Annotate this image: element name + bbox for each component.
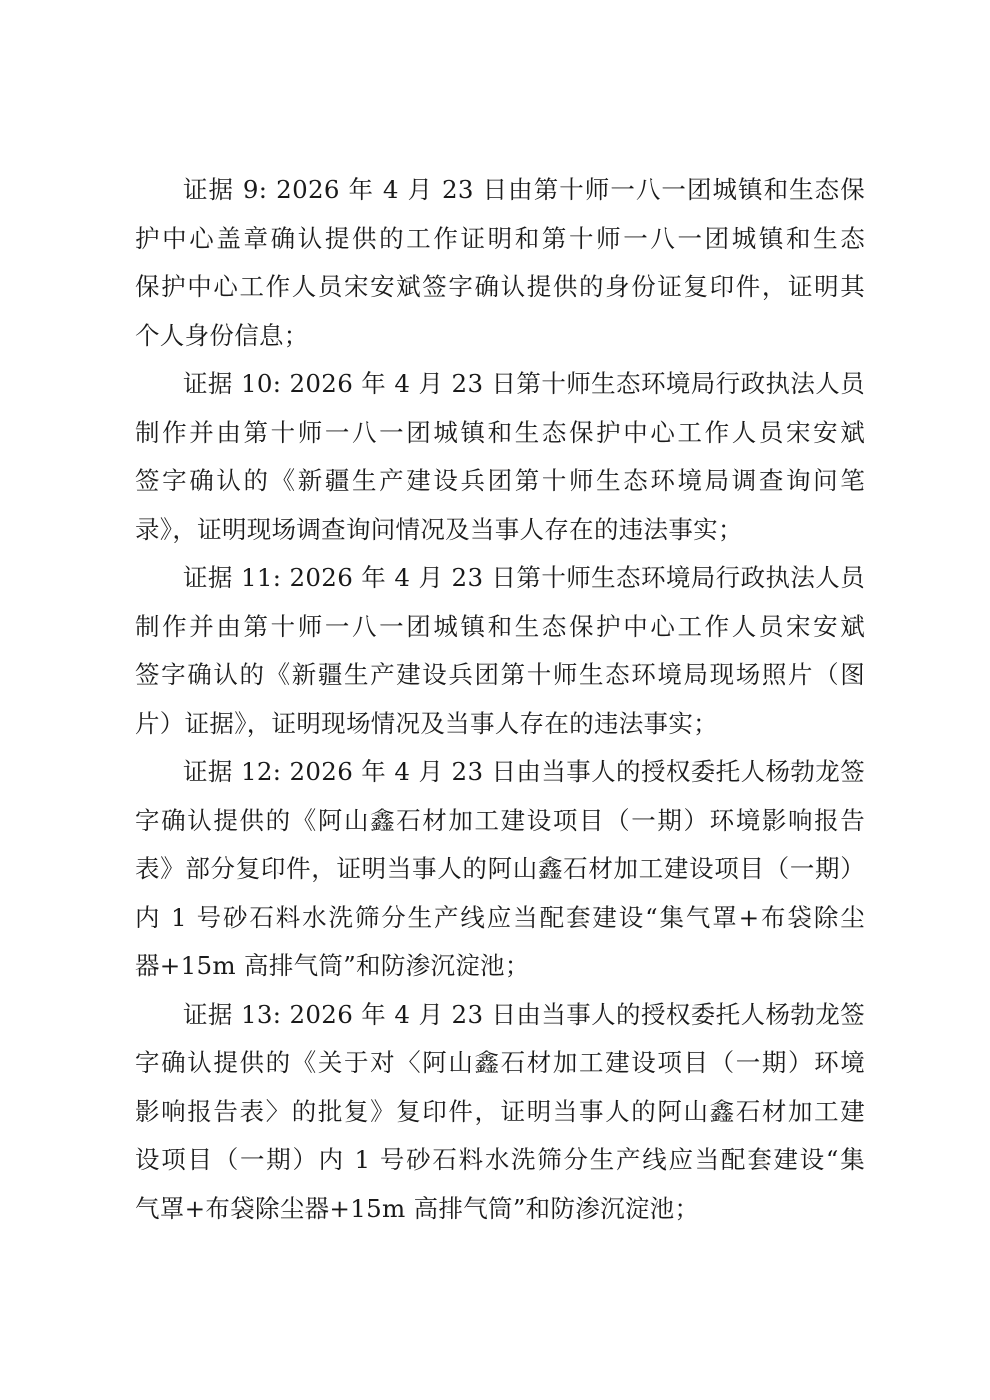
paragraph-line: 证据 13: 2026 年 4 月 23 日由当事人的授权委托人杨勃龙签 <box>183 999 865 1029</box>
paragraph-line: 制作并由第十师一八一团城镇和生态保护中心工作人员宋安斌 <box>135 611 865 641</box>
paragraph-line: 证据 11: 2026 年 4 月 23 日第十师生态环境局行政执法人员 <box>183 563 865 592</box>
paragraph-line: 制作并由第十师一八一团城镇和生态保护中心工作人员宋安斌 <box>135 417 865 447</box>
evidence-9-paragraph <box>135 166 865 360</box>
paragraph-line: 气罩+布袋除尘器+15m 高排气筒”和防渗沉淀池； <box>135 1193 700 1223</box>
paragraph-line: 内 1 号砂石料水洗筛分生产线应当配套建设“集气罩+布袋除尘 <box>135 902 865 932</box>
paragraph-line: 影响报告表〉的批复》复印件，证明当事人的阿山鑫石材加工建 <box>135 1096 865 1126</box>
paragraph-line: 器+15m 高排气筒”和防渗沉淀池； <box>135 951 530 980</box>
evidence-12-paragraph <box>135 748 865 991</box>
paragraph-line: 字确认提供的《阿山鑫石材加工建设项目（一期）环境影响报告 <box>135 805 865 835</box>
evidence-11-paragraph <box>135 554 865 748</box>
paragraph-line: 片）证据》，证明现场情况及当事人存在的违法事实； <box>135 708 718 738</box>
paragraph-line: 签字确认的《新疆生产建设兵团第十师生态环境局调查询问笔 <box>135 466 865 495</box>
evidence-list <box>135 166 865 1233</box>
paragraph-line: 证据 12: 2026 年 4 月 23 日由当事人的授权委托人杨勃龙签 <box>183 757 865 786</box>
paragraph-line: 签字确认的《新疆生产建设兵团第十师生态环境局现场照片（图 <box>135 660 865 689</box>
paragraph-line: 表》部分复印件，证明当事人的阿山鑫石材加工建设项目（一期） <box>135 854 865 883</box>
paragraph-line: 设项目（一期）内 1 号砂石料水洗筛分生产线应当配套建设“集 <box>135 1145 865 1174</box>
paragraph-line: 护中心盖章确认提供的工作证明和第十师一八一团城镇和生态 <box>135 223 865 253</box>
paragraph-line: 字确认提供的《关于对〈阿山鑫石材加工建设项目（一期）环境 <box>135 1048 865 1077</box>
paragraph-line: 证据 9: 2026 年 4 月 23 日由第十师一八一团城镇和生态保 <box>183 175 865 204</box>
evidence-13-paragraph <box>135 991 865 1234</box>
paragraph-line: 证据 10: 2026 年 4 月 23 日第十师生态环境局行政执法人员 <box>183 369 865 398</box>
evidence-10-paragraph <box>135 360 865 554</box>
paragraph-line: 录》，证明现场调查询问情况及当事人存在的违法事实； <box>135 514 743 544</box>
paragraph-line: 个人身份信息； <box>135 320 309 350</box>
paragraph-line: 保护中心工作人员宋安斌签字确认提供的身份证复印件，证明其 <box>135 272 865 301</box>
